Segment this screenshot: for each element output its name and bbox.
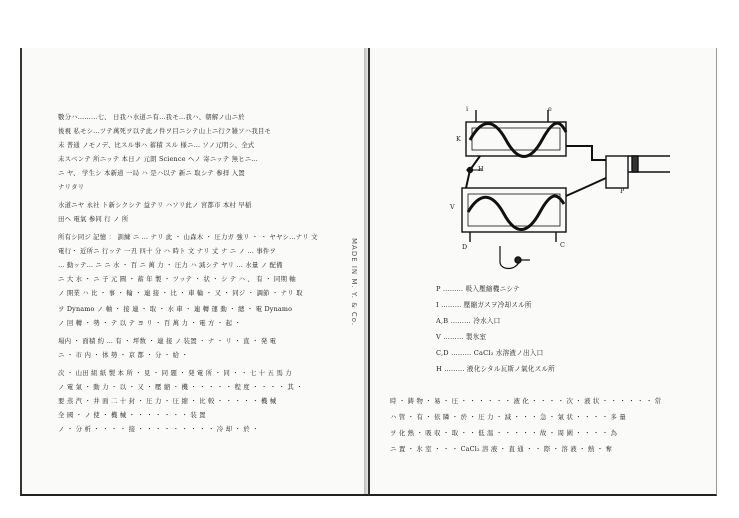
left-line: ノ 開業 ハ 比 ・ 事 ・ 輪 ・ 連 接 ・ 比 ・ 車 輪 ・ 又 ・ 同ジ ・ 調節 ・ ナリ 取	[58, 289, 303, 297]
left-line: 數分ハ………七、 日我ハ水道ニ有…我モ…我ハ、朝解ノ山ニ於	[58, 113, 245, 121]
left-line: 要 蒸 汽 ・ 井 面 二 十 封 ・ 圧 力 ・ 圧 縮 ・ 比 較 ・ ・ ・ ・ ・ 機 械	[58, 397, 277, 405]
refrigeration-diagram	[370, 48, 716, 494]
left-line: ニ 大 水 ・ ニ 子 元 圓 ・ 蓄 年 製 ・ ツッテ ・ 状 ・ シ テ ハ 、 有 ・ 同期 軸	[58, 275, 296, 283]
left-line: 場内 ・ 面積 約 … 有 ・ 坪数 ・ 連 接 ノ 装置 ・ ナ ・ リ ・ 直 ・ 発 電	[58, 337, 277, 345]
label-v: V	[450, 203, 455, 211]
left-line: 全 國 ・ ノ 使 ・ 機 械 ・ ・ ・ ・ ・ ・ ・ 装 置	[58, 411, 206, 419]
compressor	[606, 156, 628, 188]
left-line: 電行・ 近所ニ 行ッテ 一丑 四十 分 ハ 時ト 文 ナリ 丈 ナ ニ ノ … 事件ヲ	[58, 247, 277, 255]
label-k: K	[456, 135, 461, 143]
legend-item: H ……… 液化シタル瓦斯ノ氣化スル所	[436, 365, 555, 373]
label-i: i	[466, 105, 469, 113]
left-line: ノ ・ 分 析 ・ ・ ・ ・ 接 ・ ・ ・ ・ ・ ・ ・ ・ ・ 冷 却 ・ 於 ・	[58, 425, 259, 433]
left-line: … 動ッテ… ニ ニ 水 ・ 百 ニ 萬 力 ・ 圧力 ハ 減シテ ヤリ … 水量 ノ 配備	[58, 261, 283, 269]
left-line: ニ ヤ、 学生シ 本新道 一局 ハ 是ハ以テ 新ニ 取シテ 参拝 入置	[58, 169, 245, 177]
left-line: 次 ・ 山田 組 紙 製 本 所 ・ 見 ・ 同 題 ・ 発 電 所 ・ 同 ・ ・ 七 十 五 馬 力	[58, 369, 292, 377]
evaporator-coil	[468, 196, 564, 230]
legend-item: I ……… 壓縮ガスヲ冷却スル所	[436, 301, 532, 309]
left-line: 未 普通 ノモノデ、比スル事ハ 蓄積 スル 様ニ… ソノ元明シ、全式	[58, 141, 255, 149]
label-d: D	[462, 243, 468, 251]
maker-stamp: MADE IN M. Y. & Co.	[350, 238, 358, 327]
left-line: ノ 電 氣 ・ 動 力 ・ 以 ・ 又 ・ 壓 縮 ・ 機 ・ ・ ・ ・ ・ 程 度 ・ ・ ・ ・ 其 ・	[58, 383, 303, 391]
label-e: e	[548, 105, 552, 113]
left-line: ノ 回 轉 ・ 勢 ・ テ 以 テ ヨ リ ・ 百 萬 力 ・ 電 方 ・ 起 ・	[58, 319, 242, 327]
left-line: 未スベンテ 所ニッテ 本日ノ 元朗 Science ヘノ 寄ニッテ 無ヒニ…	[58, 155, 258, 163]
left-line: ヲ Dynamo ノ 軸 ・ 接 連 ・ 取 ・ 水 車 ・ 連 轉 運 動 ・ 總 ・ 電 Dynamo	[58, 305, 293, 313]
label-p: P	[620, 187, 625, 195]
left-line: 水道ニヤ 永社 ト新シクシテ 益テリ ハソリ此ノ 宮都市 本村 早稲	[58, 201, 252, 209]
right-line: 時 ・ 鋳 物 ・ 易 ・ 圧 ・ ・ ・ ・ ・ ・ 液 化 ・ ・ ・ ・ 次 ・ 液 状 ・ ・ ・ ・ ・ ・ 常	[390, 397, 662, 405]
label-h: H	[478, 165, 484, 173]
notebook-spread	[20, 48, 714, 494]
legend-item: C,D ……… CaCl₂ 水溶液ノ出入口	[436, 349, 544, 357]
left-line: ニ ・ 市 内 ・ 体 勢 ・ 京 都 ・ 分 ・ 給 ・	[58, 351, 189, 359]
legend-item: A,B ……… 冷水入口	[436, 317, 501, 325]
right-line: ニ 置 ・ 氷 室 ・ ・ ・ CaCl₂ 溶 液 ・ 直 通 ・ ・ 際 ・ 溶 液 ・ 熱 ・ 奪	[390, 445, 613, 453]
legend-item: P ……… 吸入壓縮機ニシテ	[436, 285, 520, 293]
label-c: C	[560, 241, 566, 249]
right-line: ハ 管 ・ 有 ・ 依 隣 ・ 於 ・ 圧 力 ・ 減 ・ ・ ・ 急 ・ 氣 状 ・ ・ ・ ・ 多 量	[390, 413, 626, 421]
left-line: 田ヘ 電氣 参同 行 ノ 所	[58, 215, 129, 223]
legend-item: V ……… 製氷室	[436, 333, 487, 341]
left-line: ナリタリ	[58, 183, 85, 191]
left-line: 所有シ同ジ 記憶 ： 訓練 ニ … ナリ 此 ・ 山森木 ・ 圧力ガ 強リ ・ ・ ヤヤシ…ナリ 文	[58, 233, 318, 241]
left-line: 後視 私モシ…ツテ萬死ヲ以テ此ノ件ヲ目ニシテ山上ニ行ク雑ソハ我目モ	[58, 127, 272, 135]
right-page	[368, 48, 717, 496]
right-line: ヲ 化 熱 ・ 吸 収 ・ 取 ・ ・ 低 温 ・ ・ ・ ・ ・ 故 ・ 周 圍 ・ ・ ・ ・ 為	[390, 429, 618, 437]
left-page	[20, 48, 368, 496]
